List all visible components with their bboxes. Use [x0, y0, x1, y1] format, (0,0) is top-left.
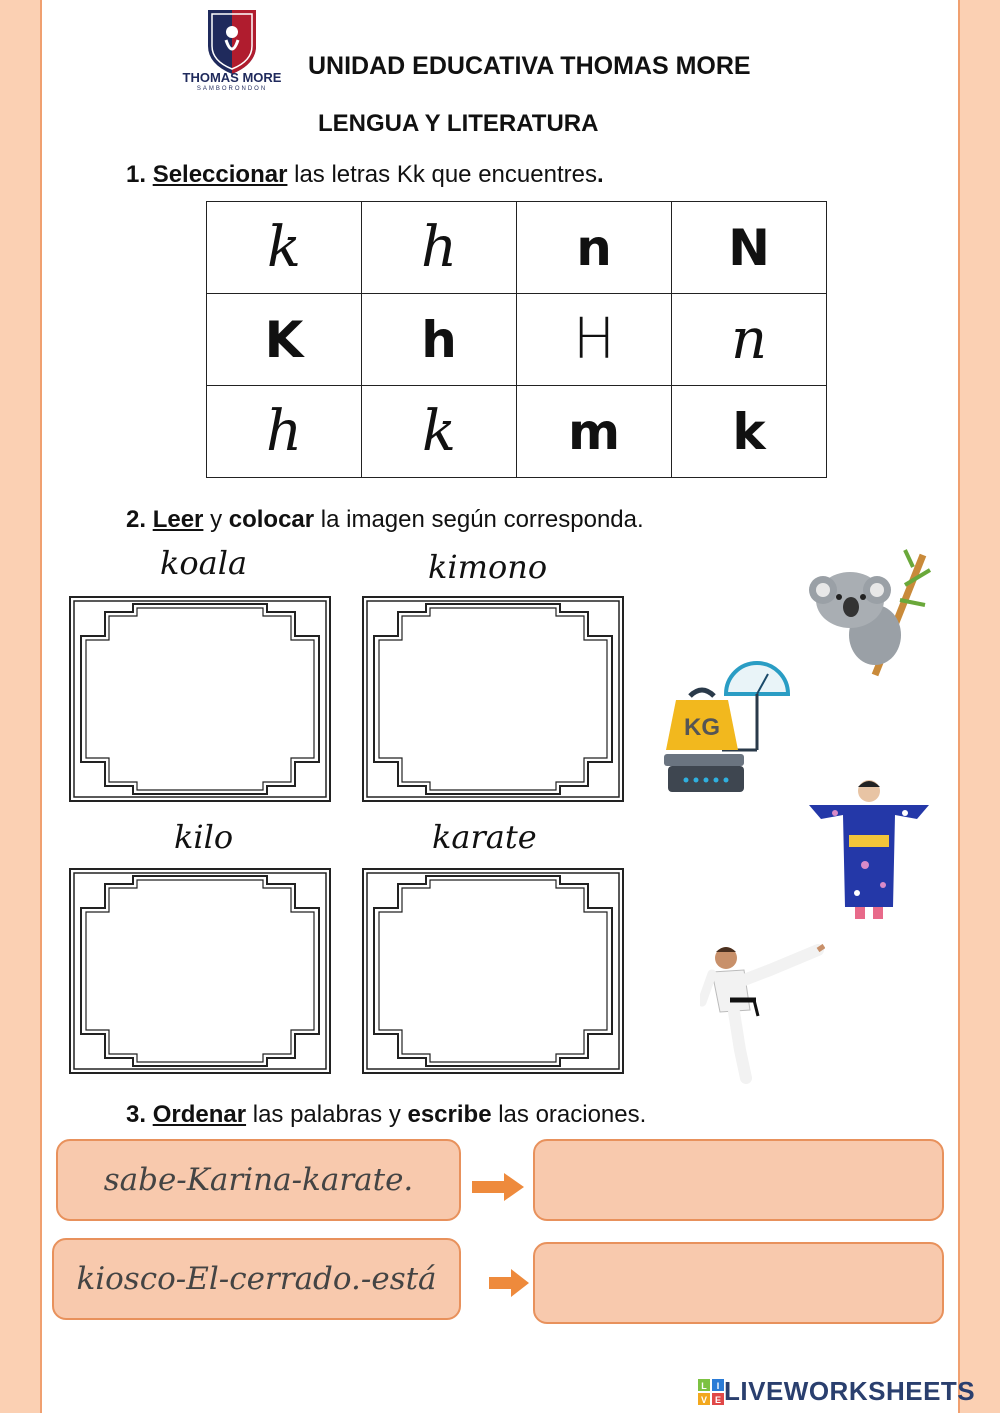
- instruction-1-text: las letras Kk que encuentres: [294, 161, 597, 188]
- letter-cell[interactable]: [362, 386, 517, 478]
- instruction-2-mid: y: [210, 506, 223, 533]
- letter: N: [728, 218, 770, 277]
- instruction-2-verb: Leer: [152, 506, 204, 533]
- letter-cell[interactable]: [672, 294, 827, 386]
- right-page-border: [958, 0, 1000, 1413]
- instruction-3-text: las oraciones.: [498, 1101, 647, 1128]
- instruction-2-text: la imagen según corresponda.: [320, 506, 644, 533]
- letter-cell[interactable]: [672, 202, 827, 294]
- word-koala: koala: [160, 544, 248, 582]
- arrow-right-icon: [487, 1267, 531, 1299]
- answer-box[interactable]: [533, 1139, 944, 1221]
- instruction-1-number: 1.: [126, 161, 147, 188]
- letter-grid-row: [207, 202, 827, 294]
- letter: H: [572, 307, 616, 372]
- letter-grid-row: [207, 386, 827, 478]
- word-karate: karate: [432, 818, 537, 856]
- letter-grid: [206, 201, 827, 478]
- liveworksheets-logo-icon: [698, 1379, 724, 1405]
- scrambled-sentence-box: [52, 1238, 461, 1320]
- instruction-1-verb: Seleccionar: [152, 161, 288, 188]
- letter-cell[interactable]: [517, 386, 672, 478]
- instruction-3-verb2: escribe: [407, 1101, 492, 1128]
- letter-cell[interactable]: [207, 386, 362, 478]
- instruction-3-number: 3.: [126, 1101, 147, 1128]
- instruction-1-period: .: [596, 161, 604, 188]
- letter-cell[interactable]: [362, 202, 517, 294]
- logo-letter: V: [700, 1394, 708, 1405]
- liveworksheets-brand: LIVEWORKSHEETS: [724, 1376, 976, 1406]
- scrambled-sentence: kiosco-El-cerrado.-está: [76, 1261, 437, 1297]
- instruction-2-number: 2.: [126, 506, 147, 533]
- letter: K: [264, 310, 304, 369]
- letter-cell[interactable]: [362, 294, 517, 386]
- letter-cell[interactable]: [207, 294, 362, 386]
- kilo-scale-picture[interactable]: [662, 660, 792, 795]
- scrambled-sentence-box: [56, 1139, 461, 1221]
- letter-cell[interactable]: [517, 294, 672, 386]
- word-kilo: kilo: [174, 818, 234, 856]
- letter: k: [422, 399, 456, 464]
- logo-subtext: SAMBORONDON: [196, 86, 268, 92]
- letter-cell[interactable]: [672, 386, 827, 478]
- subject-title: LENGUA Y LITERATURA: [318, 110, 599, 137]
- kimono-girl-picture[interactable]: [805, 775, 935, 925]
- instruction-2-verb2: colocar: [228, 506, 315, 533]
- scrambled-sentence: sabe-Karina-karate.: [103, 1162, 414, 1198]
- instruction-3: [126, 1101, 646, 1129]
- koala-picture[interactable]: [805, 545, 935, 680]
- liveworksheets-footer: [698, 1376, 975, 1407]
- arrow-right-icon: [470, 1171, 526, 1203]
- instruction-1: [126, 161, 604, 189]
- letter: h: [420, 215, 458, 280]
- letter: k: [267, 215, 301, 280]
- drop-frame-kimono[interactable]: [362, 596, 624, 802]
- drop-frame-kilo[interactable]: [69, 868, 331, 1074]
- letter-cell[interactable]: [517, 202, 672, 294]
- letter: n: [730, 307, 768, 372]
- school-name: UNIDAD EDUCATIVA THOMAS MORE: [308, 52, 751, 80]
- instruction-2: [126, 506, 644, 534]
- letter: m: [567, 402, 621, 461]
- logo-text: THOMAS MORE: [182, 70, 282, 85]
- kg-label: KG: [684, 714, 720, 741]
- letter: n: [576, 218, 612, 277]
- logo-letter: E: [714, 1394, 722, 1405]
- letter: k: [732, 402, 766, 461]
- drop-frame-koala[interactable]: [69, 596, 331, 802]
- instruction-3-mid: las palabras y: [252, 1101, 401, 1128]
- letter: h: [421, 310, 457, 369]
- logo-letter: I: [716, 1380, 720, 1391]
- letter-grid-row: [207, 294, 827, 386]
- drop-frame-karate[interactable]: [362, 868, 624, 1074]
- instruction-3-verb: Ordenar: [152, 1101, 247, 1128]
- left-page-border: [0, 0, 42, 1413]
- letter-cell[interactable]: [207, 202, 362, 294]
- answer-box[interactable]: [533, 1242, 944, 1324]
- letter: h: [265, 399, 303, 464]
- word-kimono: kimono: [428, 548, 548, 586]
- logo-letter: L: [701, 1380, 707, 1391]
- karate-man-picture[interactable]: [700, 940, 825, 1085]
